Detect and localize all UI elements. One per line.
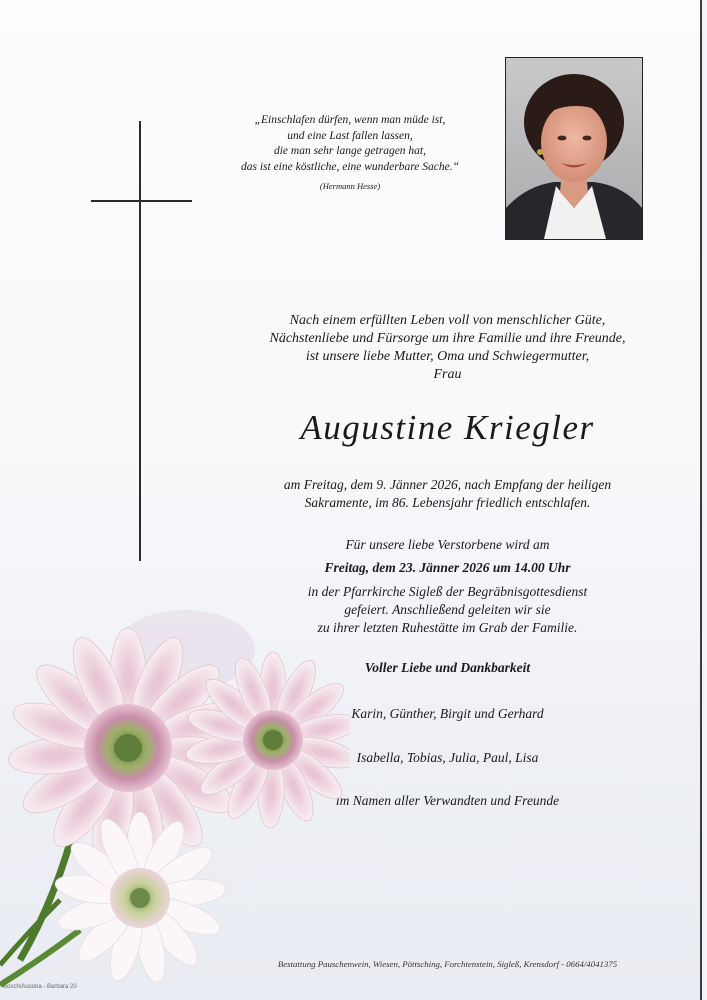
intro-line: ist unsere liebe Mutter, Oma und Schwiegermutter, <box>305 349 590 364</box>
family-line: Isabella, Tobias, Julia, Paul, Lisa <box>356 750 539 765</box>
intro-line: Nächstenliebe und Fürsorge um ihre Familie und ihre Freunde, <box>269 331 626 346</box>
intro-text <box>245 312 650 384</box>
gerbera-flowers-image <box>0 600 350 1000</box>
service-date: Freitag, dem 23. Jänner 2026 um 14.00 Uhr <box>324 560 571 575</box>
quote-line: „Einschlafen dürfen, wenn man müde ist, <box>254 114 446 126</box>
cross-icon-bar <box>91 200 192 202</box>
death-notice-line: am Freitag, dem 9. Jänner 2026, nach Empfang der heiligen <box>283 477 612 492</box>
funeral-home-footer: Bestattung Pauschenwein, Wiesen, Pöttsching, Forchtenstein, Sigleß, Krensdorf - 0664/4041375 <box>277 959 618 969</box>
closing-line: Voller Liebe und Dankbarkeit <box>364 660 531 675</box>
intro-line: Frau <box>433 367 462 382</box>
service-line: zu ihrer letzten Ruhestätte im Grab der Familie. <box>317 620 578 635</box>
family-line: im Namen aller Verwandten und Freunde <box>335 793 560 808</box>
quote-author: (Hermann Hesse) <box>319 181 381 192</box>
image-credit: Bosch/Ausoria - Barbara 20 <box>3 984 77 990</box>
death-notice-line: Sakramente, im 86. Lebensjahr friedlich entschlafen. <box>304 495 591 510</box>
cross-icon <box>139 121 141 561</box>
quote <box>225 113 475 195</box>
service-line: gefeiert. Anschließend geleiten wir sie <box>344 602 551 617</box>
deceased-name: Augustine Kriegler <box>300 408 595 447</box>
service-intro: Für unsere liebe Verstorbene wird am <box>345 537 550 552</box>
quote-line: die man sehr lange getragen hat, <box>273 145 427 158</box>
service-line: in der Pfarrkirche Sigleß der Begräbnisgottesdienst <box>307 584 588 599</box>
portrait-photo <box>505 57 643 240</box>
intro-line: Nach einem erfüllten Leben voll von menschlicher Güte, <box>289 313 606 328</box>
death-notice <box>245 476 650 512</box>
quote-line: das ist eine köstliche, eine wunderbare Sache.“ <box>240 160 460 173</box>
quote-line: und eine Last fallen lassen, <box>287 129 413 142</box>
family-line: Karin, Günther, Birgit und Gerhard <box>351 706 544 721</box>
